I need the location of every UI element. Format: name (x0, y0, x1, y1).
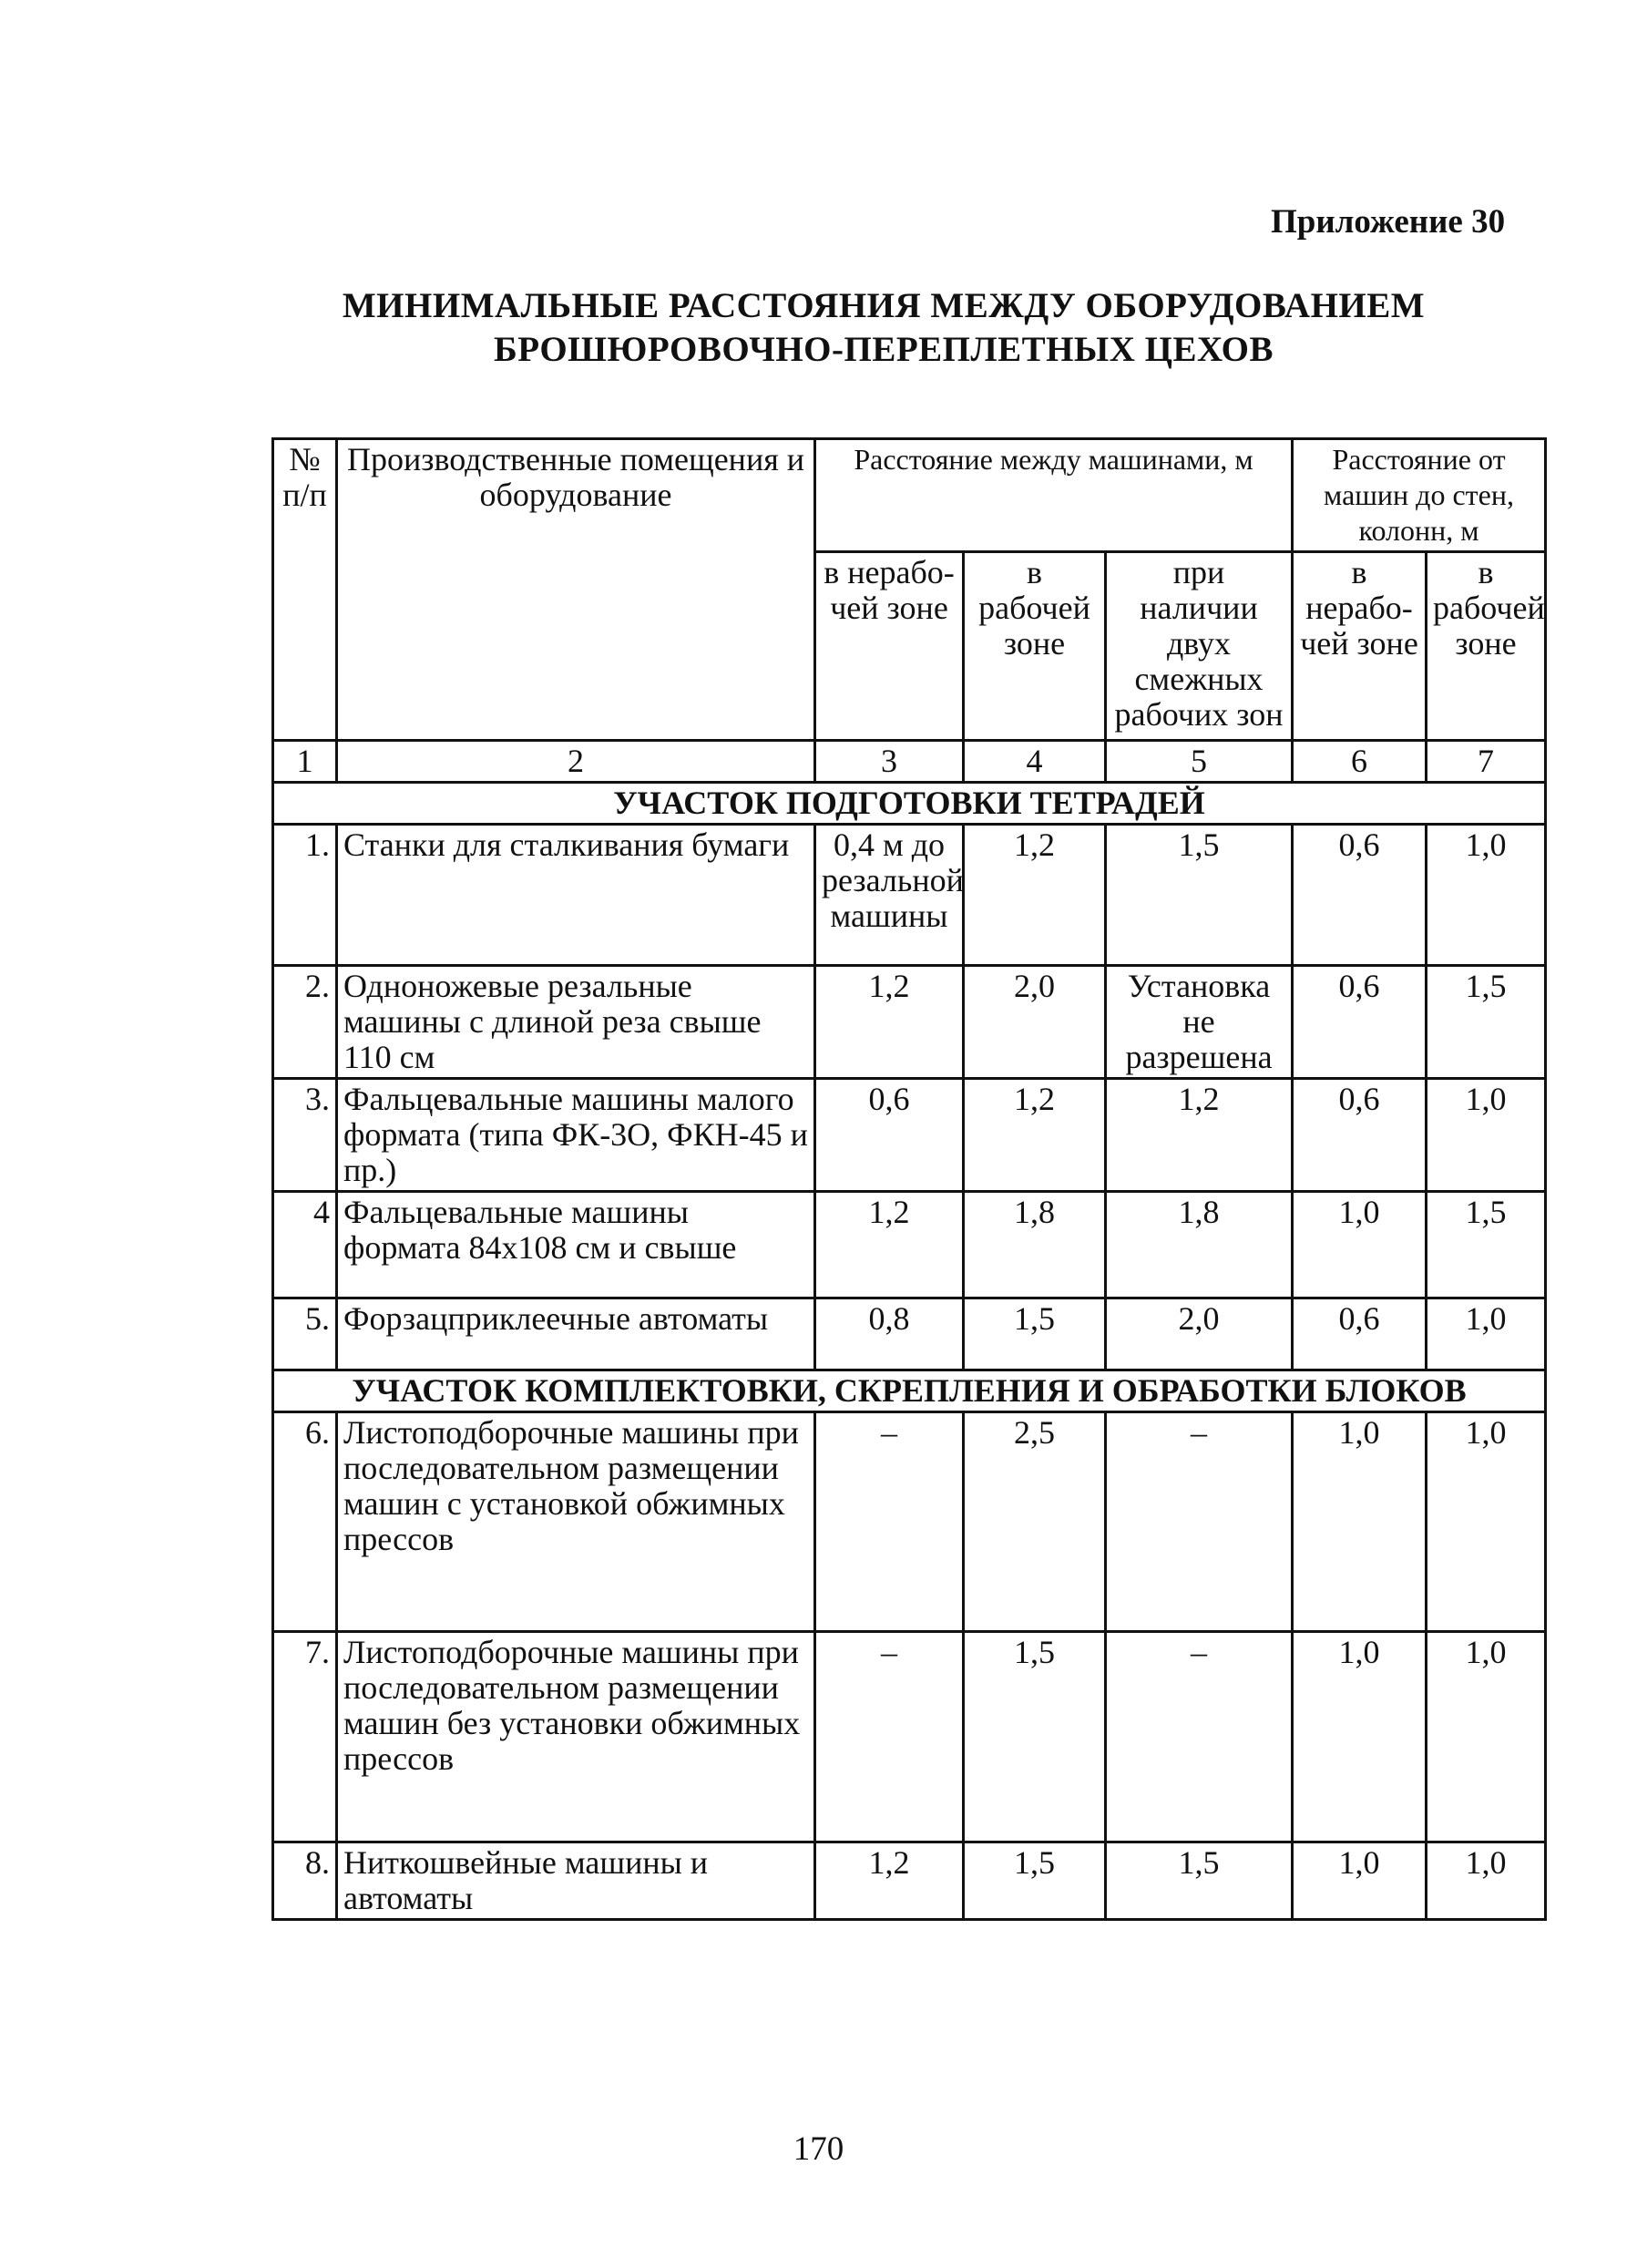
value-walls-nonwork-zone: 0,6 (1293, 1079, 1427, 1192)
table-row (273, 1632, 1546, 1842)
value-machines-work-zone: 2,0 (964, 966, 1106, 1079)
title-line-2: БРОШЮРОВОЧНО-ПЕРЕПЛЕТНЫХ ЦЕХОВ (493, 330, 1274, 369)
value-walls-work-zone: 1,0 (1427, 1632, 1546, 1842)
value-walls-nonwork-zone: 0,6 (1293, 825, 1427, 966)
header-machines-work-zone: в рабочей зоне (964, 552, 1106, 741)
value-machines-nonwork-zone: – (815, 1632, 964, 1842)
row-number: 3. (273, 1079, 337, 1192)
value-walls-work-zone: 1,5 (1427, 966, 1546, 1079)
row-number: 6. (273, 1412, 337, 1632)
table-row (273, 1842, 1546, 1920)
value-machines-nonwork-zone: 1,2 (815, 1842, 964, 1920)
value-machines-nonwork-zone: 1,2 (815, 1192, 964, 1298)
header-walls-work-zone: в рабочей зоне (1427, 552, 1546, 741)
header-num: № п/п (273, 439, 337, 741)
value-walls-work-zone: 1,0 (1427, 1298, 1546, 1370)
table-row (273, 1192, 1546, 1298)
value-walls-work-zone: 1,0 (1427, 1842, 1546, 1920)
value-machines-work-zone: 1,2 (964, 1079, 1106, 1192)
value-walls-nonwork-zone: 1,0 (1293, 1192, 1427, 1298)
equipment-name: Фальцевальные машины формата 84x108 см и свыше (337, 1192, 815, 1298)
value-machines-work-zone: 1,8 (964, 1192, 1106, 1298)
value-two-adjacent-zones: Установка не разрешена (1106, 966, 1293, 1079)
equipment-name: Фальцевальные машины малого формата (типа ФК-3О, ФКН-45 и пр.) (337, 1079, 815, 1192)
header-equipment: Производственные помещения и оборудование (337, 439, 815, 741)
table-row (273, 825, 1546, 966)
value-walls-nonwork-zone: 1,0 (1293, 1842, 1427, 1920)
section-title: УЧАСТОК КОМПЛЕКТОВКИ, СКРЕПЛЕНИЯ И ОБРАБОТКИ БЛОКОВ (273, 1370, 1546, 1412)
equipment-name: Листоподборочные машины при последовательном размещении машин без установки обжимных прессов (337, 1632, 815, 1842)
table-row (273, 1298, 1546, 1370)
value-two-adjacent-zones: 1,8 (1106, 1192, 1293, 1298)
value-two-adjacent-zones: – (1106, 1412, 1293, 1632)
section-header-row (273, 1370, 1546, 1412)
column-number: 6 (1293, 741, 1427, 783)
value-machines-work-zone: 1,5 (964, 1632, 1106, 1842)
value-machines-nonwork-zone: – (815, 1412, 964, 1632)
value-machines-work-zone: 1,5 (964, 1842, 1106, 1920)
value-machines-nonwork-zone: 0,6 (815, 1079, 964, 1192)
row-number: 1. (273, 825, 337, 966)
title-line-1: МИНИМАЛЬНЫЕ РАССТОЯНИЯ МЕЖДУ ОБОРУДОВАНИЕМ (342, 286, 1426, 325)
row-number: 4 (273, 1192, 337, 1298)
header-two-adjacent-zones: при наличии двух смежных рабочих зон (1106, 552, 1293, 741)
equipment-name: Листоподборочные машины при последовательном размещении машин с установкой обжимных прессов (337, 1412, 815, 1632)
column-number: 3 (815, 741, 964, 783)
value-machines-work-zone: 1,5 (964, 1298, 1106, 1370)
header-group-walls: Расстояние от машин до стен, колонн, м (1293, 439, 1546, 552)
value-walls-nonwork-zone: 0,6 (1293, 966, 1427, 1079)
value-walls-work-zone: 1,5 (1427, 1192, 1546, 1298)
value-walls-nonwork-zone: 1,0 (1293, 1632, 1427, 1842)
section-title: УЧАСТОК ПОДГОТОВКИ ТЕТРАДЕЙ (273, 783, 1546, 825)
value-walls-nonwork-zone: 0,6 (1293, 1298, 1427, 1370)
value-machines-nonwork-zone: 0,8 (815, 1298, 964, 1370)
column-number: 4 (964, 741, 1106, 783)
value-two-adjacent-zones: 1,5 (1106, 1842, 1293, 1920)
header-group-machines: Расстояние между машинами, м (815, 439, 1293, 552)
value-walls-work-zone: 1,0 (1427, 825, 1546, 966)
row-number: 2. (273, 966, 337, 1079)
table-body (273, 783, 1546, 1920)
table-row (273, 966, 1546, 1079)
value-walls-work-zone: 1,0 (1427, 1412, 1546, 1632)
section-header-row (273, 783, 1546, 825)
value-two-adjacent-zones: 2,0 (1106, 1298, 1293, 1370)
distance-table (271, 437, 1547, 1921)
column-number: 1 (273, 741, 337, 783)
column-number: 5 (1106, 741, 1293, 783)
value-machines-work-zone: 2,5 (964, 1412, 1106, 1632)
equipment-name: Форзацприклеечные автоматы (337, 1298, 815, 1370)
equipment-name: Станки для сталкивания бумаги (337, 825, 815, 966)
value-two-adjacent-zones: 1,5 (1106, 825, 1293, 966)
column-numbers-row (273, 741, 1546, 783)
header-walls-nonwork-zone: в нерабо- чей зоне (1293, 552, 1427, 741)
value-machines-nonwork-zone: 1,2 (815, 966, 964, 1079)
column-number: 2 (337, 741, 815, 783)
row-number: 5. (273, 1298, 337, 1370)
appendix-label: Приложение 30 (1271, 203, 1506, 241)
value-walls-work-zone: 1,0 (1427, 1079, 1546, 1192)
value-machines-work-zone: 1,2 (964, 825, 1106, 966)
row-number: 7. (273, 1632, 337, 1842)
value-two-adjacent-zones: 1,2 (1106, 1079, 1293, 1192)
column-number: 7 (1427, 741, 1546, 783)
table-row (273, 1079, 1546, 1192)
equipment-name: Одноножевые резальные машины с длиной реза свыше 110 см (337, 966, 815, 1079)
value-walls-nonwork-zone: 1,0 (1293, 1412, 1427, 1632)
row-number: 8. (273, 1842, 337, 1920)
document-title (273, 284, 1494, 372)
table-header (273, 439, 1546, 741)
header-machines-nonwork-zone: в нерабо- чей зоне (815, 552, 964, 741)
value-machines-nonwork-zone: 0,4 м до резальной машины (815, 825, 964, 966)
equipment-name: Ниткошвейные машины и автоматы (337, 1842, 815, 1920)
table-row (273, 1412, 1546, 1632)
page-number: 170 (793, 2130, 844, 2168)
value-two-adjacent-zones: – (1106, 1632, 1293, 1842)
